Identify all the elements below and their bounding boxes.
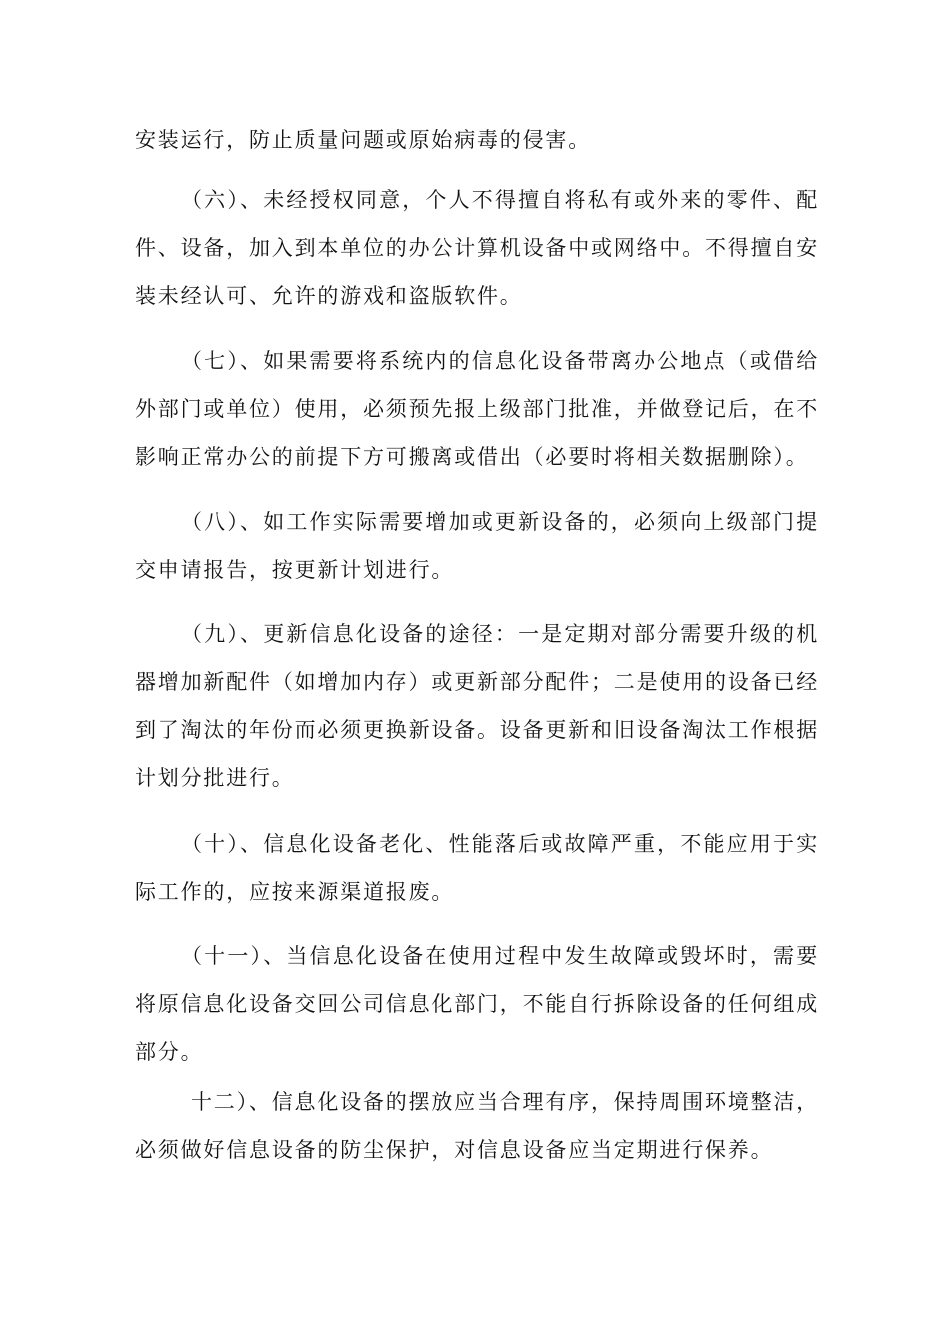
paragraph-item-9: （九）、更新信息化设备的途径：一是定期对部分需要升级的机器增加新配件（如增加内存）或更新部分配件；二是使用的设备已经到了淘汰的年份而必须更换新设备。设备更新和旧设备淘汰工作根据计划分批进行。: [135, 622, 819, 790]
paragraph-item-12: 十二）、信息化设备的摆放应当合理有序，保持周围环境整洁，必须做好信息设备的防尘保护，对信息设备应当定期进行保养。: [135, 1090, 819, 1162]
paragraph-item-11: （十一）、当信息化设备在使用过程中发生故障或毁坏时，需要将原信息化设备交回公司信息化部门，不能自行拆除设备的任何组成部分。: [135, 944, 819, 1064]
paragraph-item-6: （六）、未经授权同意，个人不得擅自将私有或外来的零件、配件、设备，加入到本单位的办公计算机设备中或网络中。不得擅自安装未经认可、允许的游戏和盗版软件。: [135, 188, 819, 308]
paragraph-item-8: （八）、如工作实际需要增加或更新设备的，必须向上级部门提交申请报告，按更新计划进行。: [135, 510, 819, 582]
paragraph-item-10: （十）、信息化设备老化、性能落后或故障严重，不能应用于实际工作的，应按来源渠道报废。: [135, 832, 819, 904]
paragraph-item-7: （七）、如果需要将系统内的信息化设备带离办公地点（或借给外部门或单位）使用，必须预先报上级部门批准，并做登记后，在不影响正常办公的前提下方可搬离或借出（必要时将相关数据删除）。: [135, 349, 819, 469]
paragraph-continuation: 安装运行，防止质量问题或原始病毒的侵害。: [135, 128, 591, 152]
